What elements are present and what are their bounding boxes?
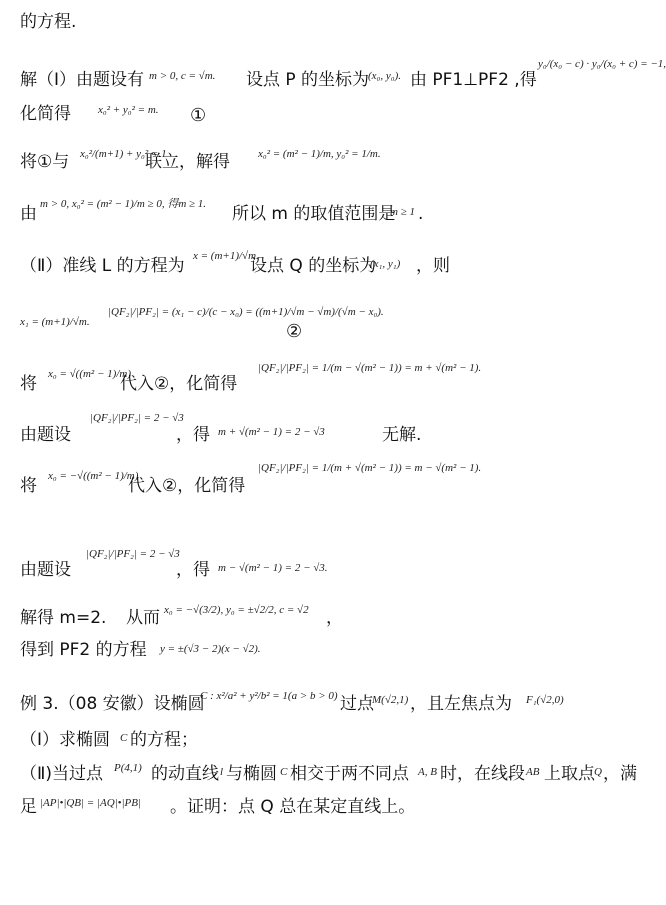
text-line: 代入②，化简得 (128, 476, 246, 496)
text-line: 足 (20, 797, 37, 817)
math-formula: y₀/(x₀ − c) · y₀/(x₀ + c) = −1, (538, 58, 666, 70)
math-formula: m + √(m² − 1) = 2 − √3 (218, 426, 325, 438)
math-formula: |QF₂|/|PF₂| = 2 − √3 (90, 412, 184, 424)
text-line: ，则 (416, 256, 450, 276)
text-line: 的动直线 (151, 764, 219, 784)
math-formula: (x₁, y₁) (370, 258, 401, 270)
text-line: （Ⅱ)当过点 (20, 764, 103, 784)
math-formula: m > 0, c = √m. (149, 70, 216, 82)
circled-one: ① (190, 105, 207, 126)
math-formula: x₀ = √((m² − 1)/m) (48, 368, 131, 380)
text-line: 。证明：点 Q 总在某定直线上。 (170, 797, 416, 817)
text-line: . (418, 204, 424, 224)
text-line: 化简得 (20, 104, 71, 124)
math-formula: AB (526, 766, 540, 778)
math-formula: F₁(√2,0) (526, 694, 564, 706)
text-line: 与椭圆 (226, 764, 277, 784)
text-line: 例 3.（08 安徽）设椭圆 (20, 694, 205, 714)
text-line: 由 (20, 204, 37, 224)
math-formula: |QF₂|/|PF₂| = 1/(m + √(m² − 1)) = m − √(m² − 1). (258, 462, 482, 474)
text-line: 将 (20, 476, 37, 496)
math-formula: C (120, 732, 128, 744)
text-line: 设点 Q 的坐标为 (250, 256, 377, 276)
text-line: ，满 (603, 764, 637, 784)
text-line: 从而 (126, 608, 160, 628)
math-formula: m > 0, x₀² = (m² − 1)/m ≥ 0, 得m ≥ 1. (40, 198, 207, 210)
text-line: 的方程. (20, 12, 77, 32)
text-line: 解得 m=2. (20, 608, 107, 628)
math-formula: |QF₂|/|PF₂| = 2 − √3 (86, 548, 180, 560)
math-formula: x₁ = (m+1)/√m. (20, 316, 90, 328)
text-line: 时，在线段 (440, 764, 525, 784)
text-line: 设点 P 的坐标为 (246, 70, 370, 90)
text-line: 过点 (340, 694, 374, 714)
text-line: 由 PF1⊥PF2 ,得 (410, 70, 537, 90)
math-formula: x₀ = −√((m² − 1)/m) (48, 470, 139, 482)
text-line: （Ⅰ）求椭圆 (20, 730, 111, 750)
text-line: 的方程； (130, 730, 198, 750)
math-formula: A, B (418, 766, 437, 778)
math-formula: C (280, 766, 288, 778)
math-formula: x₀²/(m+1) + y₀² = 1 (80, 148, 167, 160)
text-line: 由题设 (20, 425, 71, 445)
math-formula: |QF₂|/|PF₂| = 1/(m − √(m² − 1)) = m + √(m² − 1). (258, 362, 482, 374)
text-line: ，且左焦点为 (410, 694, 512, 714)
math-formula: m ≥ 1 (390, 206, 415, 218)
text-line: 由题设 (20, 560, 71, 580)
text-line: 上取点 (544, 764, 595, 784)
math-formula: m − √(m² − 1) = 2 − √3. (218, 562, 328, 574)
math-formula: Q (594, 766, 602, 778)
text-line: 代入②，化简得 (120, 374, 238, 394)
text-line: （Ⅱ）准线 L 的方程为 (20, 256, 185, 276)
text-line: 将 (20, 374, 37, 394)
text-line: 将①与 (20, 152, 70, 172)
text-line: 无解. (382, 425, 422, 445)
math-formula: x₀² = (m² − 1)/m, y₀² = 1/m. (258, 148, 381, 160)
math-formula: x₀ = −√(3/2), y₀ = ±√2/2, c = √2 (164, 604, 309, 616)
text-line: ，得 (176, 560, 210, 580)
math-formula: y = ±(√3 − 2)(x − √2). (160, 643, 261, 655)
math-formula: C : x²/a² + y²/b² = 1(a > b > 0) (200, 690, 338, 702)
text-line: 联立，解得 (145, 152, 230, 172)
math-formula: x₀² + y₀² = m. (98, 104, 159, 116)
math-formula: x = (m+1)/√m. (193, 250, 259, 262)
circled-two: ② (286, 321, 303, 342)
text-line: 相交于两不同点 (290, 764, 409, 784)
text-line: ， (326, 608, 343, 628)
text-line: 解（Ⅰ）由题设有 (20, 70, 145, 90)
text-line: 所以 m 的取值范围是 (232, 204, 396, 224)
text-line: ，得 (176, 425, 210, 445)
math-formula: (x₀, y₀). (368, 70, 401, 82)
text-line: 得到 PF2 的方程 (20, 640, 147, 660)
math-formula: |AP|•|QB| = |AQ|•|PB| (40, 797, 142, 809)
math-formula: P(4,1) (114, 762, 142, 774)
math-formula: |QF₂|/|PF₂| = (x₁ − c)/(c − x₀) = ((m+1)/√m − √m)/(√m − x₀). (108, 306, 384, 318)
math-formula: M(√2,1) (372, 694, 409, 706)
math-formula: l (220, 766, 224, 778)
